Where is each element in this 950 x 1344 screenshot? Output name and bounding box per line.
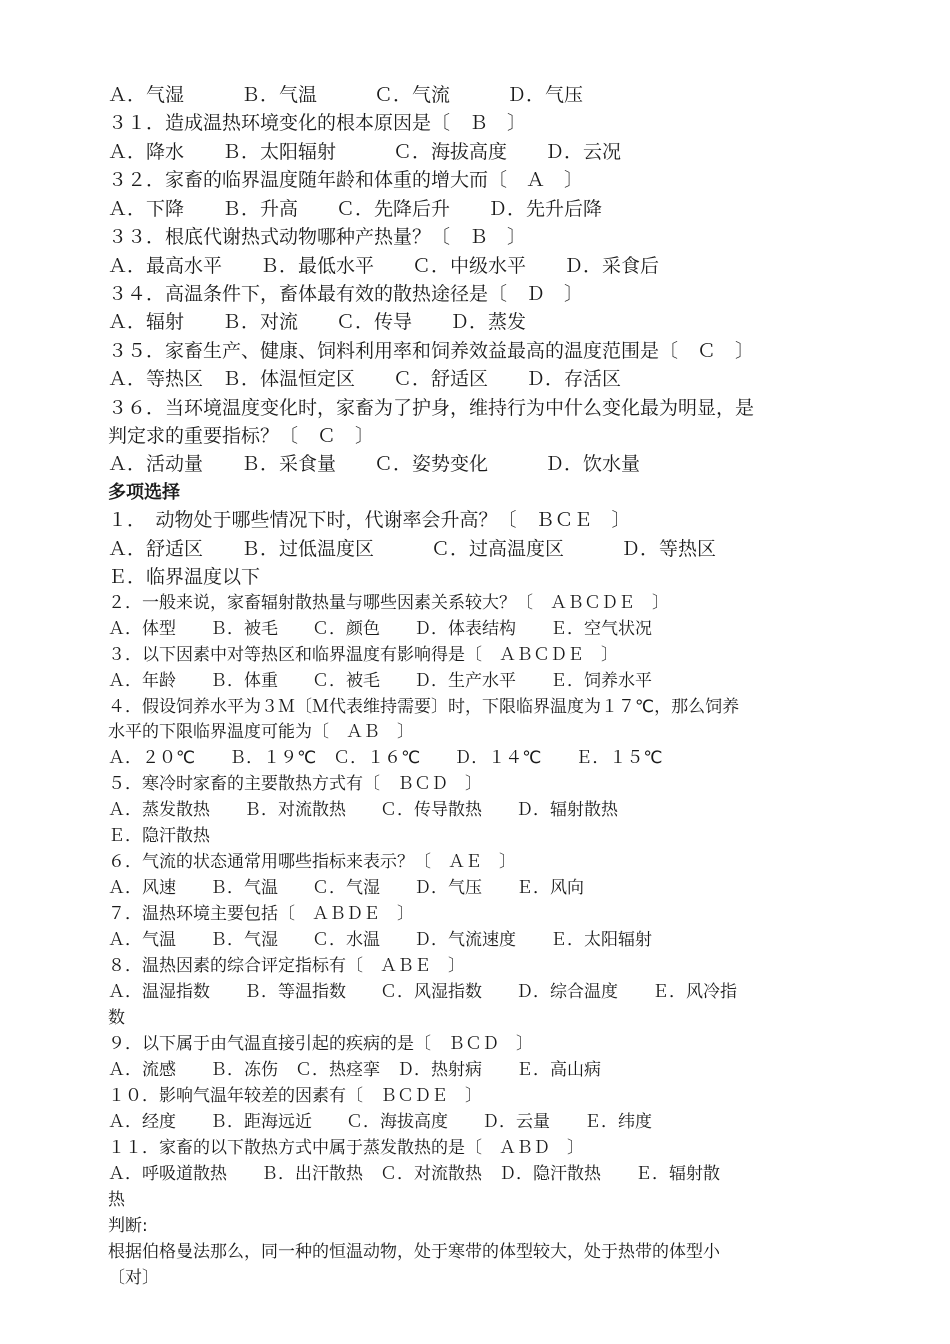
- question-line: １． 动物处于哪些情况下时，代谢率会升高？〔 ＢＣＥ 〕: [108, 509, 631, 531]
- option-line: Ａ．呼吸道散热 Ｂ．出汗散热 Ｃ．对流散热 Ｄ．隐汗散热 Ｅ．辐射散: [108, 1164, 720, 1184]
- statement-answer: 〔对〕: [108, 1268, 159, 1288]
- question-line: ５．寒冷时家畜的主要散热方式有〔 ＢＣＤ 〕: [108, 774, 482, 794]
- question-line: ３．以下因素中对等热区和临界温度有影响得是〔 ＡＢＣＤＥ 〕: [108, 645, 618, 665]
- option-line: Ｅ．隐汗散热: [108, 826, 210, 846]
- question-line: １０．影响气温年较差的因素有〔 ＢＣＤＥ 〕: [108, 1086, 482, 1106]
- question-line: ２．一般来说，家畜辐射散热量与哪些因素关系较大？〔 ＡＢＣＤＥ 〕: [108, 593, 669, 613]
- option-line: Ａ．气温 Ｂ．气湿 Ｃ．水温 Ｄ．气流速度 Ｅ．太阳辐射: [108, 930, 652, 950]
- option-line: Ａ．流感 Ｂ．冻伤 Ｃ．热痉挛 Ｄ．热射病 Ｅ．高山病: [108, 1060, 601, 1080]
- option-line: Ａ．温湿指数 Ｂ．等温指数 Ｃ．风湿指数 Ｄ．综合温度 Ｅ．风冷指: [108, 982, 737, 1002]
- question-line: ３５．家畜生产、健康、饲料利用率和饲养效益最高的温度范围是〔 Ｃ 〕: [108, 340, 755, 362]
- option-line: Ａ．最高水平 Ｂ．最低水平 Ｃ．中级水平 Ｄ．采食后: [108, 255, 660, 277]
- question-line: ８．温热因素的综合评定指标有〔 ＡＢＥ 〕: [108, 956, 465, 976]
- option-line: Ａ．等热区 Ｂ．体温恒定区 Ｃ．舒适区 Ｄ．存活区: [108, 368, 622, 390]
- option-line: Ａ．２０℃ Ｂ．１９℃ Ｃ．１６℃ Ｄ．１４℃ Ｅ．１５℃: [108, 748, 663, 768]
- option-line: Ａ．下降 Ｂ．升高 Ｃ．先降后升 Ｄ．先升后降: [108, 198, 603, 220]
- question-line: ３６．当环境温度变化时，家畜为了护身，维持行为中什么变化最为明显，是: [108, 397, 755, 419]
- option-line: Ａ．舒适区 Ｂ．过低温度区 Ｃ．过高温度区 Ｄ．等热区: [108, 538, 717, 560]
- option-line: Ａ．降水 Ｂ．太阳辐射 Ｃ．海拔高度 Ｄ．云况: [108, 141, 622, 163]
- question-line: ９．以下属于由气温直接引起的疾病的是〔 ＢＣＤ 〕: [108, 1034, 533, 1054]
- question-line: ３１．造成温热环境变化的根本原因是〔 Ｂ 〕: [108, 112, 527, 134]
- question-line: １１．家畜的以下散热方式中属于蒸发散热的是〔 ＡＢＤ 〕: [108, 1138, 584, 1158]
- section-heading-true-false: 判断:: [108, 1216, 148, 1236]
- statement-line: 根据伯格曼法那么，同一种的恒温动物，处于寒带的体型较大，处于热带的体型小: [108, 1242, 720, 1262]
- section-heading-multiple-choice: 多项选择: [108, 482, 180, 503]
- option-line: Ａ．辐射 Ｂ．对流 Ｃ．传导 Ｄ．蒸发: [108, 311, 527, 333]
- option-line: Ａ．气湿 Ｂ．气温 Ｃ．气流 Ｄ．气压: [108, 84, 584, 106]
- option-line: Ｅ．临界温度以下: [108, 566, 261, 588]
- option-line-cont: 数: [108, 1008, 125, 1028]
- question-line: ７．温热环境主要包括〔 ＡＢＤＥ 〕: [108, 904, 414, 924]
- question-line: ３２．家畜的临界温度随年龄和体重的增大而〔 Ａ 〕: [108, 169, 584, 191]
- option-line: Ａ．年龄 Ｂ．体重 Ｃ．被毛 Ｄ．生产水平 Ｅ．饲养水平: [108, 671, 652, 691]
- question-line-cont: 判定求的重要指标？〔 Ｃ 〕: [108, 425, 375, 447]
- question-line: ３３．根底代谢热式动物哪种产热量？〔 Ｂ 〕: [108, 226, 527, 248]
- question-line: ６．气流的状态通常用哪些指标来表示？〔 ＡＥ 〕: [108, 852, 516, 872]
- option-line-cont: 热: [108, 1190, 125, 1210]
- option-line: Ａ．活动量 Ｂ．采食量 Ｃ．姿势变化 Ｄ．饮水量: [108, 453, 641, 475]
- question-line: ４．假设饲养水平为３Ｍ〔Ｍ代表维持需要〕时，下限临界温度为１７℃，那么饲养: [108, 697, 740, 717]
- question-line: ３４．高温条件下，畜体最有效的散热途径是〔 Ｄ 〕: [108, 283, 584, 305]
- option-line: Ａ．风速 Ｂ．气温 Ｃ．气湿 Ｄ．气压 Ｅ．风向: [108, 878, 584, 898]
- question-line-cont: 水平的下限临界温度可能为〔 ＡＢ 〕: [108, 722, 414, 742]
- option-line: Ａ．经度 Ｂ．距海远近 Ｃ．海拔高度 Ｄ．云量 Ｅ．纬度: [108, 1112, 652, 1132]
- option-line: Ａ．蒸发散热 Ｂ．对流散热 Ｃ．传导散热 Ｄ．辐射散热: [108, 800, 618, 820]
- option-line: Ａ．体型 Ｂ．被毛 Ｃ．颜色 Ｄ．体表结构 Ｅ．空气状况: [108, 619, 652, 639]
